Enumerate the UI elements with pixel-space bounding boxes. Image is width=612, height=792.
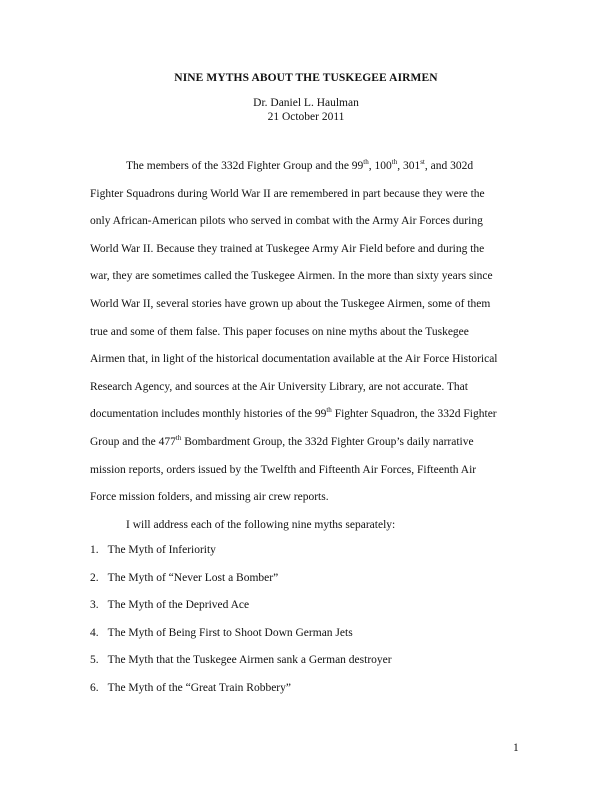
text-run: , and 302d xyxy=(424,160,474,172)
text-run: documentation includes monthly histories of the 99 xyxy=(90,408,327,421)
text-run: The members of the 332d Fighter Group and the 99 xyxy=(126,160,364,172)
item-text: The Myth of “Never Lost a Bomber” xyxy=(107,571,279,584)
myths-list xyxy=(90,537,530,703)
item-number: 6. xyxy=(90,681,99,694)
paragraph-line: World War II. Because they trained at Tuskegee Army Air Field before and during the xyxy=(90,242,485,255)
item-text: The Myth of Inferiority xyxy=(107,544,216,556)
paragraph-line xyxy=(90,153,530,181)
superscript: st xyxy=(420,158,425,166)
text-run: Bombardment Group, the 332d Fighter Group’s daily narrative xyxy=(181,435,474,448)
text-run: , 100 xyxy=(368,160,392,172)
item-number: 2. xyxy=(90,571,99,584)
item-number: 3. xyxy=(90,599,99,612)
list-intro: I will address each of the following nine myths separately: xyxy=(126,518,396,531)
item-number: 4. xyxy=(90,626,99,639)
item-text: The Myth of Being First to Shoot Down German Jets xyxy=(107,626,353,639)
superscript: th xyxy=(391,158,398,166)
paragraph-line: Force mission folders, and missing air crew reports. xyxy=(90,491,329,504)
superscript: th xyxy=(363,158,369,166)
item-text: The Myth of the Deprived Ace xyxy=(107,599,250,612)
document-date: 21 October 2011 xyxy=(267,111,345,123)
paragraph-line: Airmen that, in light of the historical documentation available at the Air Force Historical xyxy=(90,353,498,366)
paragraph-line: mission reports, orders issued by the Twelfth and Fifteenth Air Forces, Fifteenth Air xyxy=(90,463,477,476)
paragraph-line: Research Agency, and sources at the Air University Library, are not accurate. That xyxy=(90,380,468,393)
item-number: 1. xyxy=(90,544,99,556)
list-item xyxy=(90,647,530,675)
list-item xyxy=(90,620,530,648)
superscript: th xyxy=(326,406,332,415)
paragraph-line: war, they are sometimes called the Tuskegee Airmen. In the more than sixty years since xyxy=(90,270,493,283)
document-title: NINE MYTHS ABOUT THE TUSKEGEE AIRMEN xyxy=(174,72,438,84)
list-item xyxy=(90,565,530,593)
text-run: Fighter Squadron, the 332d Fighter xyxy=(331,408,497,421)
page-number: 1 xyxy=(513,742,519,754)
item-text: The Myth that the Tuskegee Airmen sank a German destroyer xyxy=(107,654,392,667)
intro-paragraph xyxy=(90,153,530,539)
item-number: 5. xyxy=(90,654,99,667)
text-run: Group and the 477 xyxy=(90,435,176,448)
superscript: th xyxy=(175,433,182,442)
paragraph-line xyxy=(90,429,530,457)
list-item xyxy=(90,675,530,703)
list-item xyxy=(90,592,530,620)
paragraph-line: Fighter Squadrons during World War II are remembered in part because they were the xyxy=(90,187,485,200)
paragraph-line: only African-American pilots who served in combat with the Army Air Forces during xyxy=(90,215,483,228)
paragraph-line: true and some of them false. This paper focuses on nine myths about the Tuskegee xyxy=(90,325,469,338)
list-item xyxy=(90,537,530,565)
paragraph-line: World War II, several stories have grown up about the Tuskegee Airmen, some of them xyxy=(90,297,491,310)
text-run: , 301 xyxy=(397,160,421,172)
author-name: Dr. Daniel L. Haulman xyxy=(253,97,359,109)
paragraph-line xyxy=(90,401,530,429)
item-text: The Myth of the “Great Train Robbery” xyxy=(107,681,291,694)
